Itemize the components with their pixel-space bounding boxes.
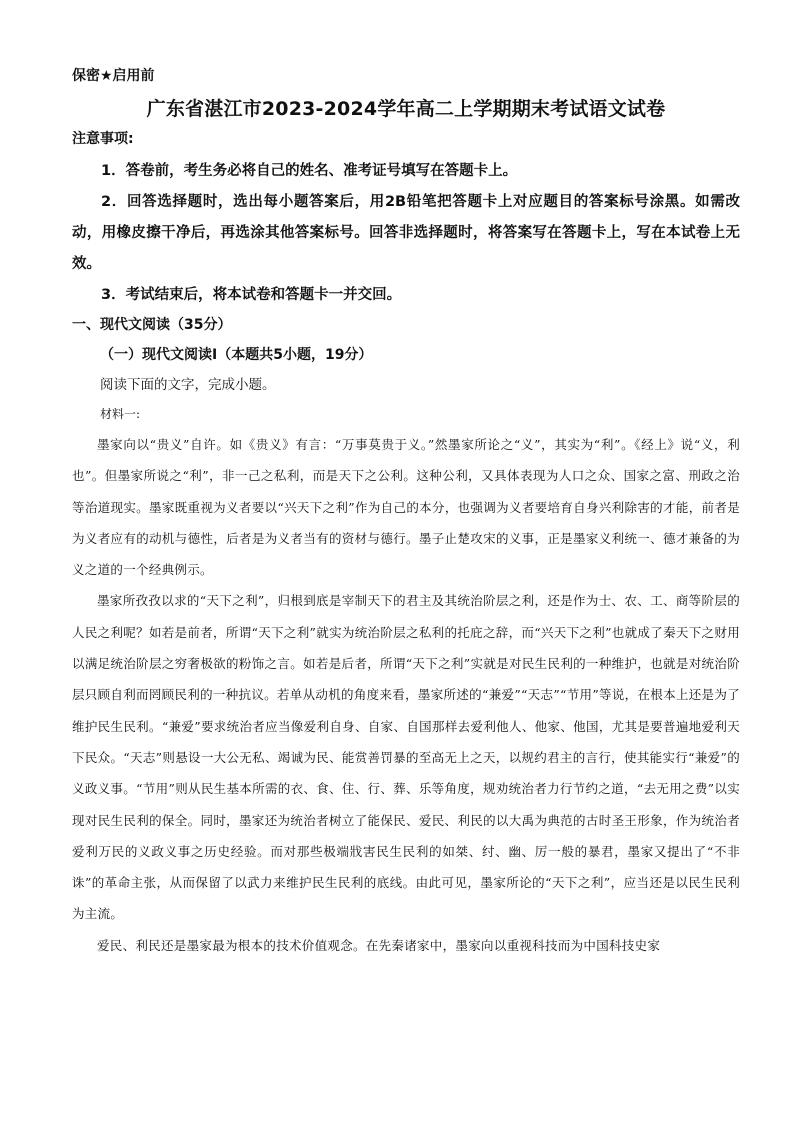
confidential-label: 保密★启用前 (72, 68, 155, 84)
reading-instruction: 阅读下面的文字，完成小题。 (100, 377, 276, 393)
section-heading: 一、现代文阅读（35分） (72, 317, 232, 333)
notice-item: 3．考试结束后，将本试卷和答题卡一并交回。 (101, 287, 402, 303)
page-title: 广东省湛江市2023-2024学年高二上学期期末考试语文试卷 (146, 98, 666, 120)
notice-item: 2．回答选择题时，选出每小题答案后，用2B铅笔把答题卡上对应题目的答案标号涂黑。如需改动，用橡皮擦干净后，再选涂其他答案标号。回答非选择题时，将答案写在答题卡上，写在本试卷上无效。 (72, 194, 740, 272)
body-paragraph: 爱民、利民还是墨家最为根本的技术价值观念。在先秦诸家中，墨家向以重视科技而为中国科技史家 (97, 937, 661, 953)
notice-heading: 注意事项: (72, 131, 134, 147)
subsection-heading: （一）现代文阅读Ⅰ（本题共5小题，19分） (100, 347, 373, 363)
body-paragraph: 墨家向以“贵义”自许。如《贵义》有言：“万事莫贵于义。”然墨家所论之“义”，其实为“利”。《经上》说“义，利也”。但墨家所说之“利”，非一己之私利，而是天下之公利。这种公利，又具体表现为人口之众、国家之富、刑政之治等治道现实。墨家既重视为义者要以“兴天下之利”作为自己的本分，也强调为义者要培育自身兴利除害的才能，前者是为义者应有的动机与德性，后者是为义者当有的资材与德行。墨子止楚攻宋的义事，正是墨家义利统一、德才兼备的为义之道的一个经典例示。 (72, 437, 740, 578)
body-paragraph: 墨家所孜孜以求的“天下之利”，归根到底是宰制天下的君主及其统治阶层之利，还是作为士、农、工、商等阶层的人民之利呢？如若是前者，所谓“天下之利”就实为统治阶层之私利的托庇之辞，而“兴天下之利”也就成了秦天下之财用以满足统治阶层之穷奢极欲的粉饰之言。如若是后者，所谓“天下之利”实就是对民生民利的一种维护，也就是对统治阶层只顾自利而罔顾民利的一种抗议。若单从动机的角度来看，墨家所述的“兼爱”“天志”“节用”等说，在根本上还是为了维护民生民利。“兼爱”要求统治者应当像爱利自身、自家、自国那样去爱利他人、他家、他国，尤其是要普遍地爱利天下民众。“天志”则悬设一大公无私、竭诚为民、能赏善罚暴的至高无上之天，以规约君主的言行，使其能实行“兼爱”的义政义事。“节用”则从民生基本所需的衣、食、住、行、葬、乐等角度，规劝统治者力行节约之道，“去无用之费”以实现对民生民利的保全。同时，墨家还为统治者树立了能保民、爱民、利民的以大禹为典范的古时圣王形象，作为统治者爱利万民的义政义事之历史经验。而对那些极端戕害民生民利的如桀、纣、幽、厉一般的暴君，墨家又提出了“不非诛”的革命主张，从而保留了以武力来维护民生民利的底线。由此可见，墨家所论的“天下之利”，应当还是以民生民利为主流。 (72, 593, 740, 922)
notice-item: 1．答卷前，考生务必将自己的姓名、准考证号填写在答题卡上。 (101, 163, 518, 179)
material-label: 材料一: (100, 407, 141, 421)
